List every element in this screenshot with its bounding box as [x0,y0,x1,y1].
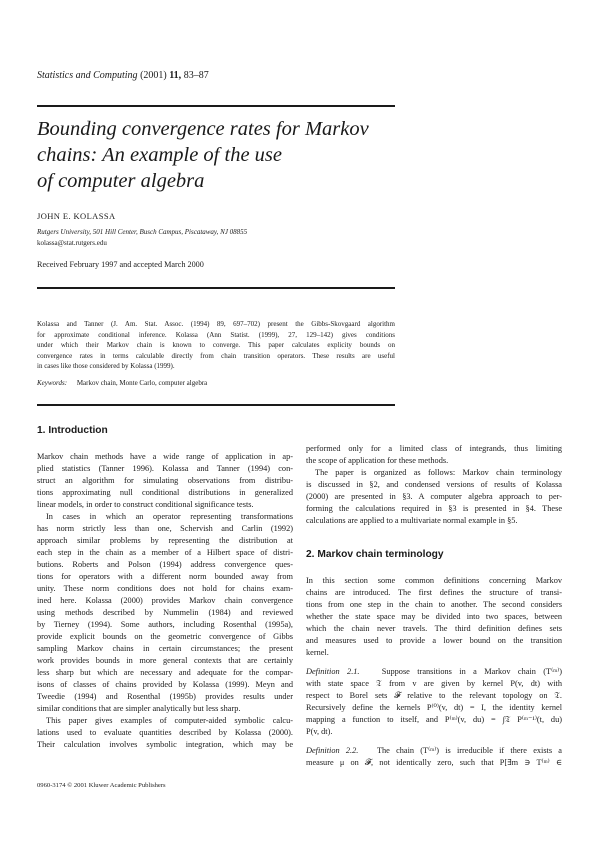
body-line: Recursively define the kernels P⁽⁰⁾(v, dt) = I, the identity kernel [306,703,562,712]
body-line: approach similar problems by representing the distribution at [37,536,293,545]
body-line: ined here. Kolassa (2000) provides Markov chain convergence [37,596,293,605]
copyright-footer: 0960-3174 © 2001 Kluwer Academic Publishers [37,782,166,789]
abstract [37,319,395,372]
body-line: respect to Borel sets 𝓕 relative to the relevant topology on 𝔗. [306,691,562,700]
body-line: The chain (T⁽ᵐ⁾) is irreducible if there exists a [376,746,562,755]
body-line: Markov chain methods have a wide range of application in ap- [37,452,293,461]
body-line: has norm strictly less than one, Schervish and Carlin (1992) [37,524,293,533]
journal-year: (2001) [140,70,167,81]
author-affiliation: Rutgers University, 501 Hill Center, Busch Campus, Piscataway, NJ 08855 [37,228,248,236]
journal-citation [37,70,209,81]
body-line: measure μ on 𝓕, not identically zero, such that P[∃m ∋ T⁽ᵐ⁾ ∈ [306,758,562,767]
title-line: of computer algebra [37,170,205,192]
keywords-text: Markov chain, Monte Carlo, computer algebra [76,379,208,387]
abstract-line: Kolassa and Tanner (J. Am. Stat. Assoc. (1994) 89, 697–702) present the Gibbs-Skovgaard algorithm [37,320,395,328]
body-line: Their calculation involves symbolic integration, which may be [37,740,293,749]
journal-pages: 83–87 [183,70,209,81]
journal-volume: 11, [169,70,182,81]
section-2-heading: 2. Markov chain terminology [306,549,444,560]
abstract-line: for approximate conditional inference. Kolassa (Ann Statist. (1999), 27, 129–142) gives conditions [37,330,395,339]
body-line: chains are introduced. The first defines the structure of transi- [306,588,562,597]
body-line: performed only for a limited class of integrands, thus limiting [306,444,562,453]
paper-title [37,116,407,194]
keywords-label: Keywords: [37,379,68,387]
author-name: JOHN E. KOLASSA [37,211,116,221]
body-line: the scope of application for these methods. [306,456,449,465]
body-line: In cases in which an operator representing transformations [46,512,293,521]
body-line: work provides bounds in more general contexts that are certainly [37,656,293,665]
body-line: tions for operators with a different norm bounded away from [37,572,293,581]
left-column [37,425,293,751]
body-line: This paper gives examples of computer-aided symbolic calcu- [46,716,293,725]
abstract-line: convergence rates in terms calculable directly from chain transition operators. These results are useful [37,351,395,360]
definition-2-1-label: Definition 2.1. [306,667,360,676]
body-line: provide explicit bounds on the geometric convergence of Gibbs [37,632,293,641]
body-line: Tweedie (1994) and Rosenthal (1995b) provides results under [37,692,293,701]
body-line: struct an algorithm for simulating observations from distribu- [37,476,293,485]
body-line: using methods described by Nummelin (1984) and reviewed [37,608,293,617]
body-line: unity. These norm conditions does not hold for chains exam- [37,584,293,593]
abstract-top-rule [37,287,395,289]
journal-name: Statistics and Computing [37,70,138,81]
right-column [306,443,562,769]
body-line: In this section some common definitions concerning Markov [306,576,562,585]
body-line: calculations are applied to a multivariate normal example in §5. [306,516,518,525]
definition-2-2 [306,745,562,757]
body-line: (2000) are presented in §3. A computer algebra approach to per- [306,492,562,501]
body-line: sampling Markov chains in certain circumstances; the present [37,644,293,653]
body-line: Suppose transitions in a Markov chain (T⁽ᵐ⁾) [381,667,562,676]
body-line: tions from one step in the chain to another. The second considers [306,600,562,609]
title-line: Bounding convergence rates for Markov [37,118,369,140]
body-line: with state space 𝔗 from v are given by kernel P(v, dt) with [306,679,562,688]
body-line: tions approximating null conditional distributions in generalized [37,488,293,497]
section-1-heading: 1. Introduction [37,425,108,436]
body-line: kernel. [306,648,329,657]
title-top-rule [37,105,395,107]
body-line: lations used to evaluate quantities described by Kolassa (2000). [37,728,293,737]
body-line: whether the state space may be divided into two spaces, between [306,612,562,621]
body-line: isons of classes of chains provided by Kolassa (1999). Meyn and [37,680,293,689]
author-email[interactable]: kolassa@stat.rutgers.edu [37,239,107,247]
body-line: is discussed in §2, and condensed versions of results of Kolassa [306,480,562,489]
body-line: less sharp but which are necessary and adequate for the compar- [37,668,293,677]
definition-2-1 [306,666,562,678]
body-line: and measures used to provide a lower bound on the transition [306,636,562,645]
body-line: P(v, dt). [306,727,333,736]
body-line: The paper is organized as follows: Markov chain terminology [315,468,562,477]
abstract-bottom-rule [37,404,395,406]
title-line: chains: An example of the use [37,144,282,166]
body-line: by Tierney (1994). Some authors, including Rosenthal (1995a), [37,620,293,629]
body-line: forming the calculations required in §3 is presented in §4. These [306,504,562,513]
body-line: mapping a function to itself, and P⁽ᵐ⁾(v, du) = ∫𝔗 P⁽ᵐ⁻¹⁾(t, du) [306,715,562,724]
body-line: linear models, in order to construct conditional significance tests. [37,500,254,509]
body-line: each step in the chain as a member of a Hilbert space of distri- [37,548,293,557]
abstract-line: in cases like those considered by Kolassa (1999). [37,362,175,370]
body-line: which the chain never travels. The third definition defines sets [306,624,562,633]
definition-2-2-label: Definition 2.2. [306,746,359,755]
received-date: Received February 1997 and accepted March 2000 [37,260,204,269]
abstract-line: under which their Markov chain is known to converge. This paper calculates explicity bounds on [37,341,395,349]
body-line: plied statistics (Tanner 1996). Kolassa and Tanner (1994) con- [37,464,293,473]
keywords [37,379,207,387]
body-line: butions. Roberts and Polson (1994) address convergence ques- [37,560,293,569]
body-line: similar conditions that are simpler analytically but less sharp. [37,704,241,713]
